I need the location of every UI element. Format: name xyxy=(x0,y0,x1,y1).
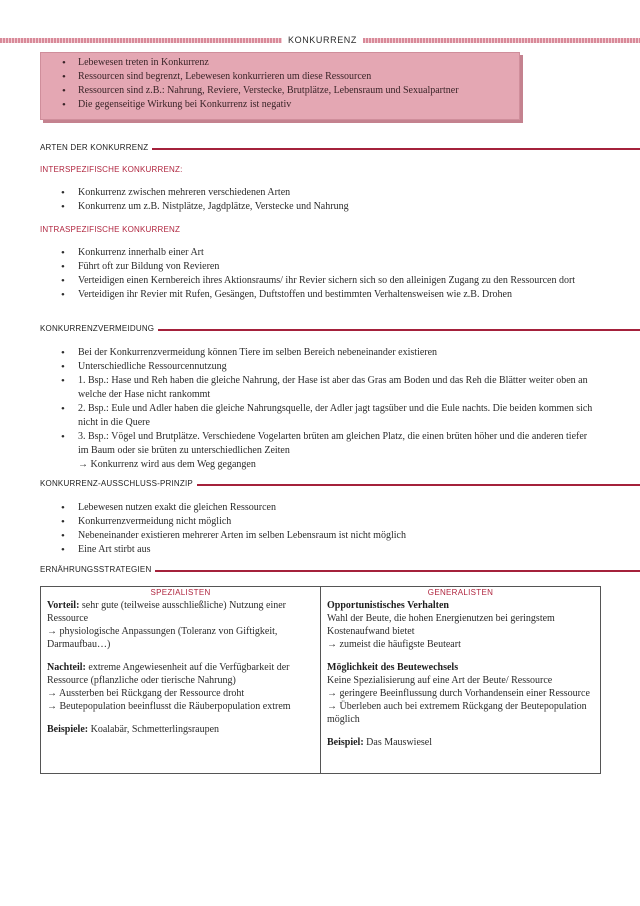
prey-switch-text: Keine Spezialisierung auf eine Art der Beute/ Ressource xyxy=(327,675,553,686)
title-row xyxy=(0,34,640,46)
section-rule xyxy=(197,484,640,486)
generalists-prey-switch xyxy=(327,661,594,726)
exclusion-list xyxy=(40,501,600,557)
prey-switch-note: → geringere Beeinflussung durch Vorhandensein einer Ressource xyxy=(327,688,590,699)
section-heading-avoidance xyxy=(40,322,640,336)
strategies-table xyxy=(40,586,601,774)
section-heading-label: ERNÄHRUNGSSTRATEGIEN xyxy=(40,565,152,574)
summary-box xyxy=(40,52,520,120)
disadvantage-note: → Beutepopulation beeinflusst die Räuberpopulation extrem xyxy=(47,701,291,712)
summary-item: • Ressourcen sind begrenzt, Lebewesen konkurrieren um diese Ressourcen xyxy=(41,70,519,84)
list-item: • 1. Bsp.: Hase und Reh haben die gleiche Nahrung, der Hase ist aber das Gras am Boden und das Reh die Blätter weiter oben an welche der Hase nicht rankommt xyxy=(40,374,600,402)
advantage-note: → physiologische Anpassungen (Toleranz von Giftigkeit, Darmaufbau…) xyxy=(47,626,278,650)
section-rule xyxy=(158,329,640,331)
disadvantage-text: extreme Angewiesenheit auf die Verfügbarkeit der Ressource (pflanzliche oder tierische Nahrung) xyxy=(47,662,290,686)
generalists-header: GENERALISTEN xyxy=(427,588,494,597)
section-heading-exclusion xyxy=(40,477,640,491)
list-item: • Unterschiedliche Ressourcennutzung xyxy=(40,360,600,374)
prey-switch-title: Möglichkeit des Beutewechsels xyxy=(327,662,459,673)
specialists-examples xyxy=(47,723,314,736)
title-decoration-left xyxy=(0,38,282,43)
summary-item: • Ressourcen sind z.B.: Nahrung, Reviere, Verstecke, Brutplätze, Lebensraum und Sexualpartner xyxy=(41,84,519,98)
specialists-column xyxy=(41,587,321,773)
list-item: • Konkurrenz um z.B. Nistplätze, Jagdplätze, Verstecke und Nahrung xyxy=(40,200,600,214)
interspecific-list xyxy=(40,186,600,214)
section-heading-types xyxy=(40,141,640,155)
avoidance-list xyxy=(40,346,600,472)
examples-text: Koalabär, Schmetterlingsraupen xyxy=(90,724,220,735)
summary-item: • Lebewesen treten in Konkurrenz xyxy=(41,56,519,70)
list-item xyxy=(40,430,600,472)
page-title: KONKURRENZ xyxy=(288,35,358,45)
prey-switch-note: → Überleben auch bei extremem Rückgang der Beutepopulation möglich xyxy=(327,701,587,725)
title-decoration-right xyxy=(363,38,640,43)
subheading-interspecific: INTERSPEZIFISCHE KONKURRENZ: xyxy=(40,165,183,174)
list-item: • 2. Bsp.: Eule und Adler haben die gleiche Nahrungsquelle, der Adler jagt tagsüber und die Eule nachts. Die beiden kommen sich nicht in die Quere xyxy=(40,402,600,430)
list-item: • Konkurrenz innerhalb einer Art xyxy=(40,246,600,260)
section-rule xyxy=(155,570,640,572)
section-rule xyxy=(152,148,640,150)
list-item-text: • 3. Bsp.: Vögel und Brutplätze. Verschiedene Vogelarten brüten am gleichen Platz, die einen brüten höher und die anderen tiefer im Baum oder sie brüten zu unterschiedlichen Zeiten xyxy=(78,431,588,456)
generalists-example xyxy=(327,736,594,749)
avoidance-conclusion: → Konkurrenz wird aus dem Weg gegangen xyxy=(78,459,256,470)
subheading-intraspecific: INTRASPEZIFISCHE KONKURRENZ xyxy=(40,225,181,234)
generalists-column xyxy=(321,587,600,773)
section-heading-label: KONKURRENZVERMEIDUNG xyxy=(40,324,155,333)
advantage-text: sehr gute (teilweise ausschließliche) Nutzung einer Ressource xyxy=(47,600,286,624)
list-item: • Führt oft zur Bildung von Revieren xyxy=(40,260,600,274)
section-heading-strategies xyxy=(40,563,640,577)
list-item: • Eine Art stirbt aus xyxy=(40,543,600,557)
section-heading-label: KONKURRENZ-AUSSCHLUSS-PRINZIP xyxy=(40,479,193,488)
disadvantage-label: Nachteil: xyxy=(47,662,86,673)
opportunism-text: Wahl der Beute, die hohen Energienutzen bei geringstem Kostenaufwand bietet xyxy=(327,613,555,637)
section-heading-label: ARTEN DER KONKURRENZ xyxy=(40,143,149,152)
list-item: • Verteidigen einen Kernbereich ihres Aktionsraums/ ihr Revier sichern sich so den alleinigen Zugang zu den Ressourcen dort xyxy=(40,274,600,288)
list-item: • Konkurrenz zwischen mehreren verschiedenen Arten xyxy=(40,186,600,200)
list-item: • Verteidigen ihr Revier mit Rufen, Gesängen, Duftstoffen und bestimmten Verhaltensweisen wie z.B. Drohen xyxy=(40,288,600,302)
list-item: • Konkurrenzvermeidung nicht möglich xyxy=(40,515,600,529)
specialists-disadvantage xyxy=(47,661,314,713)
advantage-label: Vorteil: xyxy=(47,600,80,611)
examples-label: Beispiele: xyxy=(47,724,89,735)
list-item: • Nebeneinander existieren mehrerer Arten im selben Lebensraum ist nicht möglich xyxy=(40,529,600,543)
specialists-header: SPEZIALISTEN xyxy=(150,588,211,597)
example-label: Beispiel: xyxy=(327,737,364,748)
summary-item: • Die gegenseitige Wirkung bei Konkurrenz ist negativ xyxy=(41,98,519,112)
disadvantage-note: → Aussterben bei Rückgang der Ressource droht xyxy=(47,688,245,699)
example-text: Das Mauswiesel xyxy=(366,737,432,748)
specialists-advantage xyxy=(47,599,314,651)
intraspecific-list xyxy=(40,246,600,302)
opportunism-title: Opportunistisches Verhalten xyxy=(327,600,449,611)
list-item: • Bei der Konkurrenzvermeidung können Tiere im selben Bereich nebeneinander existieren xyxy=(40,346,600,360)
opportunism-note: → zumeist die häufigste Beuteart xyxy=(327,639,461,650)
summary-list xyxy=(41,53,519,112)
list-item: • Lebewesen nutzen exakt die gleichen Ressourcen xyxy=(40,501,600,515)
generalists-opportunism xyxy=(327,599,594,651)
